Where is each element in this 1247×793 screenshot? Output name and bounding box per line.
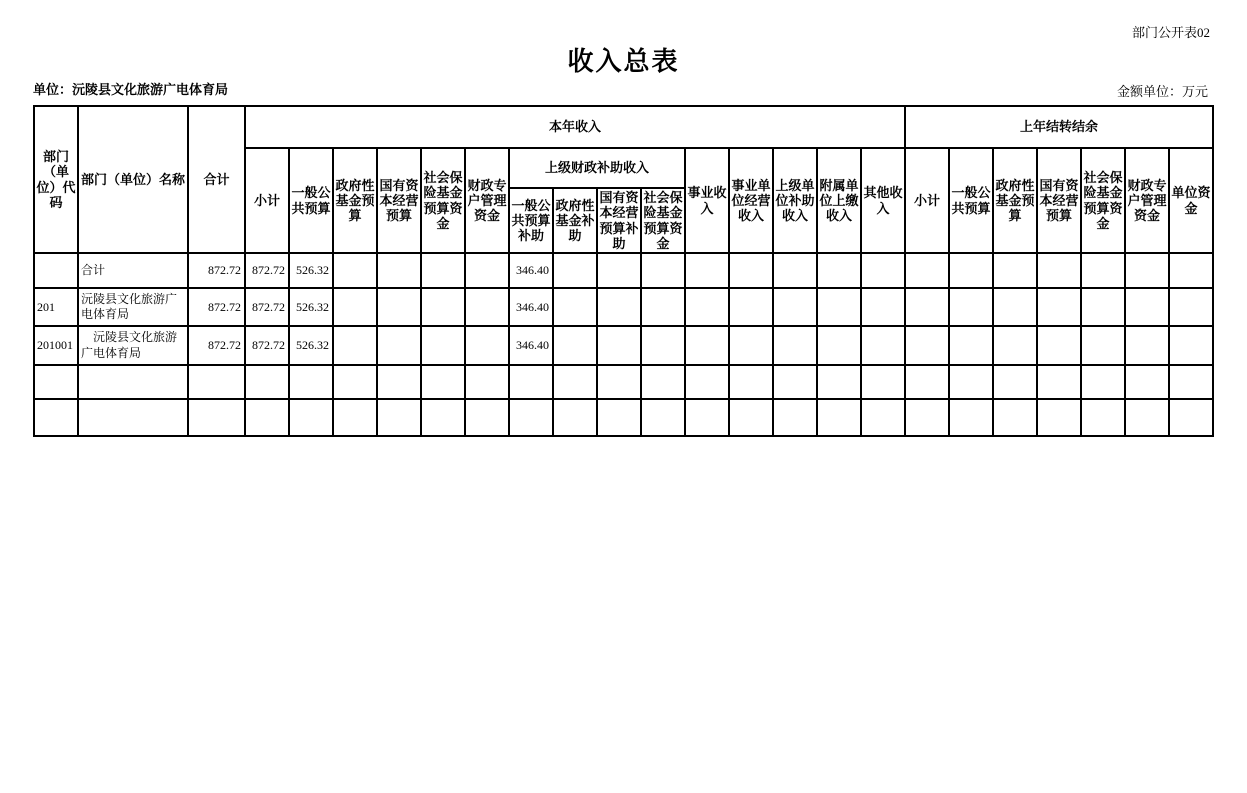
value-cell	[1169, 365, 1213, 399]
value-cell	[289, 399, 333, 436]
column-header: 小计	[905, 148, 949, 253]
name-cell: 沅陵县文化旅游广电体育局	[78, 326, 188, 365]
value-cell	[1169, 288, 1213, 326]
value-cell: 526.32	[289, 253, 333, 288]
code-cell	[34, 399, 78, 436]
column-header: 财政专户管理资金	[465, 148, 509, 253]
value-cell	[597, 326, 641, 365]
value-cell	[333, 365, 377, 399]
column-header: 上级财政补助收入	[509, 148, 685, 188]
table-row	[34, 253, 1213, 288]
value-cell	[553, 326, 597, 365]
value-cell	[1037, 326, 1081, 365]
value-cell	[861, 253, 905, 288]
column-header: 政府性基金预算	[333, 148, 377, 253]
table-header	[34, 106, 1213, 253]
value-cell	[817, 253, 861, 288]
value-cell	[465, 288, 509, 326]
value-cell	[465, 399, 509, 436]
column-header: 社会保险基金预算资金	[1081, 148, 1125, 253]
column-header: 部门（单位）代码	[34, 106, 78, 253]
value-cell: 872.72	[245, 326, 289, 365]
value-cell	[553, 253, 597, 288]
unit-label: 单位：沅陵县文化旅游广电体育局	[33, 82, 229, 97]
value-cell	[509, 399, 553, 436]
value-cell	[817, 326, 861, 365]
column-header: 国有资本经营预算补助	[597, 188, 641, 253]
value-cell	[1169, 399, 1213, 436]
value-cell	[1081, 253, 1125, 288]
value-cell	[1081, 288, 1125, 326]
value-cell	[773, 288, 817, 326]
name-cell	[78, 365, 188, 399]
value-cell	[1037, 365, 1081, 399]
doc-code-label: 部门公开表02	[1131, 25, 1210, 40]
value-cell	[993, 253, 1037, 288]
value-cell	[421, 326, 465, 365]
column-header: 部门（单位）名称	[78, 106, 188, 253]
value-cell	[949, 365, 993, 399]
value-cell	[685, 365, 729, 399]
value-cell	[641, 365, 685, 399]
value-cell	[641, 288, 685, 326]
table-row	[34, 326, 1213, 365]
value-cell	[949, 253, 993, 288]
column-header: 财政专户管理资金	[1125, 148, 1169, 253]
value-cell	[861, 326, 905, 365]
value-cell	[817, 365, 861, 399]
value-cell	[421, 288, 465, 326]
value-cell	[641, 326, 685, 365]
value-cell	[333, 288, 377, 326]
value-cell: 872.72	[245, 288, 289, 326]
value-cell	[597, 365, 641, 399]
value-cell	[245, 365, 289, 399]
code-cell	[34, 253, 78, 288]
column-header: 事业单位经营收入	[729, 148, 773, 253]
value-cell	[993, 365, 1037, 399]
value-cell	[905, 253, 949, 288]
value-cell	[333, 326, 377, 365]
value-cell	[773, 365, 817, 399]
table-row	[34, 399, 1213, 436]
name-cell: 沅陵县文化旅游广电体育局	[78, 288, 188, 326]
value-cell	[685, 326, 729, 365]
value-cell	[905, 326, 949, 365]
header-row	[34, 106, 1213, 148]
column-header: 附属单位上缴收入	[817, 148, 861, 253]
value-cell: 872.72	[245, 253, 289, 288]
value-cell	[773, 253, 817, 288]
column-header: 政府性基金补助	[553, 188, 597, 253]
value-cell	[1125, 253, 1169, 288]
value-cell	[421, 365, 465, 399]
value-cell	[333, 399, 377, 436]
value-cell	[993, 288, 1037, 326]
value-cell	[465, 365, 509, 399]
value-cell	[377, 326, 421, 365]
value-cell: 872.72	[188, 326, 245, 365]
value-cell	[1169, 253, 1213, 288]
value-cell	[685, 399, 729, 436]
value-cell	[729, 365, 773, 399]
column-header: 上级单位补助收入	[773, 148, 817, 253]
value-cell	[1125, 365, 1169, 399]
value-cell	[1125, 288, 1169, 326]
column-header: 事业收入	[685, 148, 729, 253]
name-cell: 合计	[78, 253, 188, 288]
value-cell	[465, 326, 509, 365]
value-cell	[553, 288, 597, 326]
value-cell	[817, 399, 861, 436]
income-summary-table	[33, 105, 1214, 437]
value-cell	[333, 253, 377, 288]
column-header: 单位资金	[1169, 148, 1213, 253]
value-cell	[597, 288, 641, 326]
table-row	[34, 365, 1213, 399]
value-cell	[553, 399, 597, 436]
name-cell	[78, 399, 188, 436]
value-cell	[377, 365, 421, 399]
value-cell	[861, 288, 905, 326]
value-cell	[465, 253, 509, 288]
value-cell	[377, 399, 421, 436]
column-header: 其他收入	[861, 148, 905, 253]
value-cell	[861, 365, 905, 399]
value-cell	[1081, 399, 1125, 436]
code-cell: 201	[34, 288, 78, 326]
value-cell	[685, 288, 729, 326]
value-cell	[993, 326, 1037, 365]
column-header: 一般公共预算补助	[509, 188, 553, 253]
value-cell	[597, 253, 641, 288]
column-header: 小计	[245, 148, 289, 253]
value-cell	[641, 253, 685, 288]
value-cell: 346.40	[509, 326, 553, 365]
value-cell	[905, 288, 949, 326]
value-cell	[1169, 326, 1213, 365]
value-cell	[553, 365, 597, 399]
value-cell	[1037, 288, 1081, 326]
value-cell: 872.72	[188, 253, 245, 288]
value-cell	[773, 399, 817, 436]
value-cell	[377, 288, 421, 326]
column-header: 一般公共预算	[949, 148, 993, 253]
column-header: 社会保险基金预算资金	[421, 148, 465, 253]
value-cell: 346.40	[509, 288, 553, 326]
value-cell	[949, 399, 993, 436]
value-cell	[421, 399, 465, 436]
value-cell	[1125, 326, 1169, 365]
value-cell: 526.32	[289, 288, 333, 326]
code-cell: 201001	[34, 326, 78, 365]
value-cell	[641, 399, 685, 436]
value-cell	[773, 326, 817, 365]
value-cell	[1081, 365, 1125, 399]
value-cell	[245, 399, 289, 436]
value-cell	[993, 399, 1037, 436]
value-cell	[1037, 399, 1081, 436]
value-cell	[421, 253, 465, 288]
value-cell: 872.72	[188, 288, 245, 326]
value-cell	[949, 288, 993, 326]
table-row	[34, 288, 1213, 326]
page-title: 收入总表	[567, 47, 680, 76]
value-cell	[509, 365, 553, 399]
value-cell	[729, 288, 773, 326]
value-cell: 346.40	[509, 253, 553, 288]
value-cell	[905, 399, 949, 436]
column-header: 国有资本经营预算	[1037, 148, 1081, 253]
value-cell: 526.32	[289, 326, 333, 365]
column-header: 国有资本经营预算	[377, 148, 421, 253]
amount-unit-label: 金额单位：万元	[1116, 84, 1208, 99]
table-body	[34, 253, 1213, 436]
column-header: 上年结转结余	[905, 106, 1213, 148]
value-cell	[729, 253, 773, 288]
code-cell	[34, 365, 78, 399]
value-cell	[1037, 253, 1081, 288]
value-cell	[188, 399, 245, 436]
value-cell	[949, 326, 993, 365]
value-cell	[1081, 326, 1125, 365]
value-cell	[817, 288, 861, 326]
value-cell	[685, 253, 729, 288]
value-cell	[188, 365, 245, 399]
value-cell	[597, 399, 641, 436]
value-cell	[861, 399, 905, 436]
column-header: 政府性基金预算	[993, 148, 1037, 253]
column-header: 本年收入	[245, 106, 905, 148]
value-cell	[289, 365, 333, 399]
value-cell	[729, 326, 773, 365]
value-cell	[1125, 399, 1169, 436]
value-cell	[377, 253, 421, 288]
column-header: 合计	[188, 106, 245, 253]
value-cell	[729, 399, 773, 436]
column-header: 社会保险基金预算资金	[641, 188, 685, 253]
column-header: 一般公共预算	[289, 148, 333, 253]
value-cell	[905, 365, 949, 399]
